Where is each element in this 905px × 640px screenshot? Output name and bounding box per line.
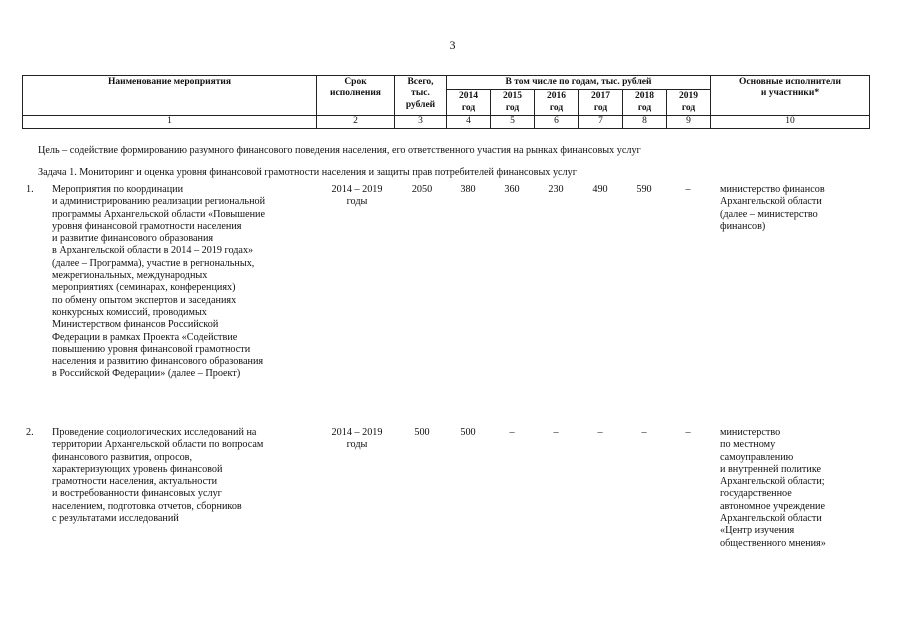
column-number: 4 [447, 116, 491, 128]
item-executors: министерство финансов Архангельской области (далее – министерство финансов) [720, 184, 825, 232]
item-year-value: – [597, 427, 603, 438]
header-year: 2014 год [447, 90, 491, 116]
header-year: 2017 год [579, 90, 623, 116]
header-year: 2018 год [623, 90, 667, 116]
item-year-value: 500 [460, 427, 476, 438]
header-name: Наименование мероприятия [23, 76, 317, 116]
column-number: 10 [711, 116, 870, 128]
header-year: 2016 год [535, 90, 579, 116]
item-executors: министерство по местному самоуправлению и внутренней политике Архангельской области; государственное автономное учреждение Архангельской области «Центр изучения общественного мнения» [720, 427, 826, 549]
column-number: 3 [395, 116, 447, 128]
column-number: 8 [623, 116, 667, 128]
item-year-value: 360 [504, 184, 520, 195]
item-period: 2014 – 2019 годы [331, 427, 383, 451]
item-year-value: 380 [460, 184, 476, 195]
header-period: Срок исполнения [317, 76, 395, 116]
header-year: 2019 год [667, 90, 711, 116]
item-name: Проведение социологических исследований на территории Архангельской области по вопросам финансового развития, опросов, характеризующих уровень финансовой грамотности населения, актуальности и востребованности финансовых услуг населением, подготовка отчетов, сборников с результатами исследований [52, 427, 264, 525]
header-year: 2015 год [491, 90, 535, 116]
item-number: 1. [26, 184, 34, 195]
item-name: Мероприятия по координации и администрированию реализации региональной программы Архангельской области «Повышение уровня финансовой грамотности населения и развитие финансового образования в Архангельской области в 2014 – 2019 годах» (далее – Программа), участие в регнональных, межрегиональных, международных мероприятиях (семинарах, конференциях) по обмену опытом экспертов и заседаниях конкурсных комиссий, проводимых Министерством финансов Российской Федерации в рамках Проекта «Содействие повышению уровня финансовой грамотности населения и развитию финансового образования в Российской Федерации» (далее – Проект) [52, 184, 266, 380]
item-year-value: – [553, 427, 559, 438]
goal-text: Цель – содействие формированию разумного финансового поведения населения, его ответственного участия на рынках финансовых услуг [38, 145, 641, 156]
item-year-value: – [509, 427, 515, 438]
column-number: 9 [667, 116, 711, 128]
item-total: 2050 [411, 184, 433, 195]
item-year-value: – [685, 184, 691, 195]
item-period: 2014 – 2019 годы [331, 184, 383, 208]
header-total: Всего, тыс. рублей [395, 76, 447, 116]
item-year-value: – [641, 427, 647, 438]
column-number: 5 [491, 116, 535, 128]
item-total: 500 [414, 427, 430, 438]
item-number: 2. [26, 427, 34, 438]
column-number: 6 [535, 116, 579, 128]
column-number: 1 [23, 116, 317, 128]
column-number: 7 [579, 116, 623, 128]
item-year-value: 230 [548, 184, 564, 195]
header-by-years: В том числе по годам, тыс. рублей [447, 76, 711, 90]
item-year-value: – [685, 427, 691, 438]
page-number: 3 [449, 38, 456, 52]
column-number: 2 [317, 116, 395, 128]
task-text: Задача 1. Мониторинг и оценка уровня финансовой грамотности населения и защиты прав потребителей финансовых услуг [38, 167, 577, 178]
header-table [22, 75, 870, 129]
item-year-value: 490 [592, 184, 608, 195]
header-executors: Основные исполнители и участники* [711, 76, 870, 116]
item-year-value: 590 [636, 184, 652, 195]
